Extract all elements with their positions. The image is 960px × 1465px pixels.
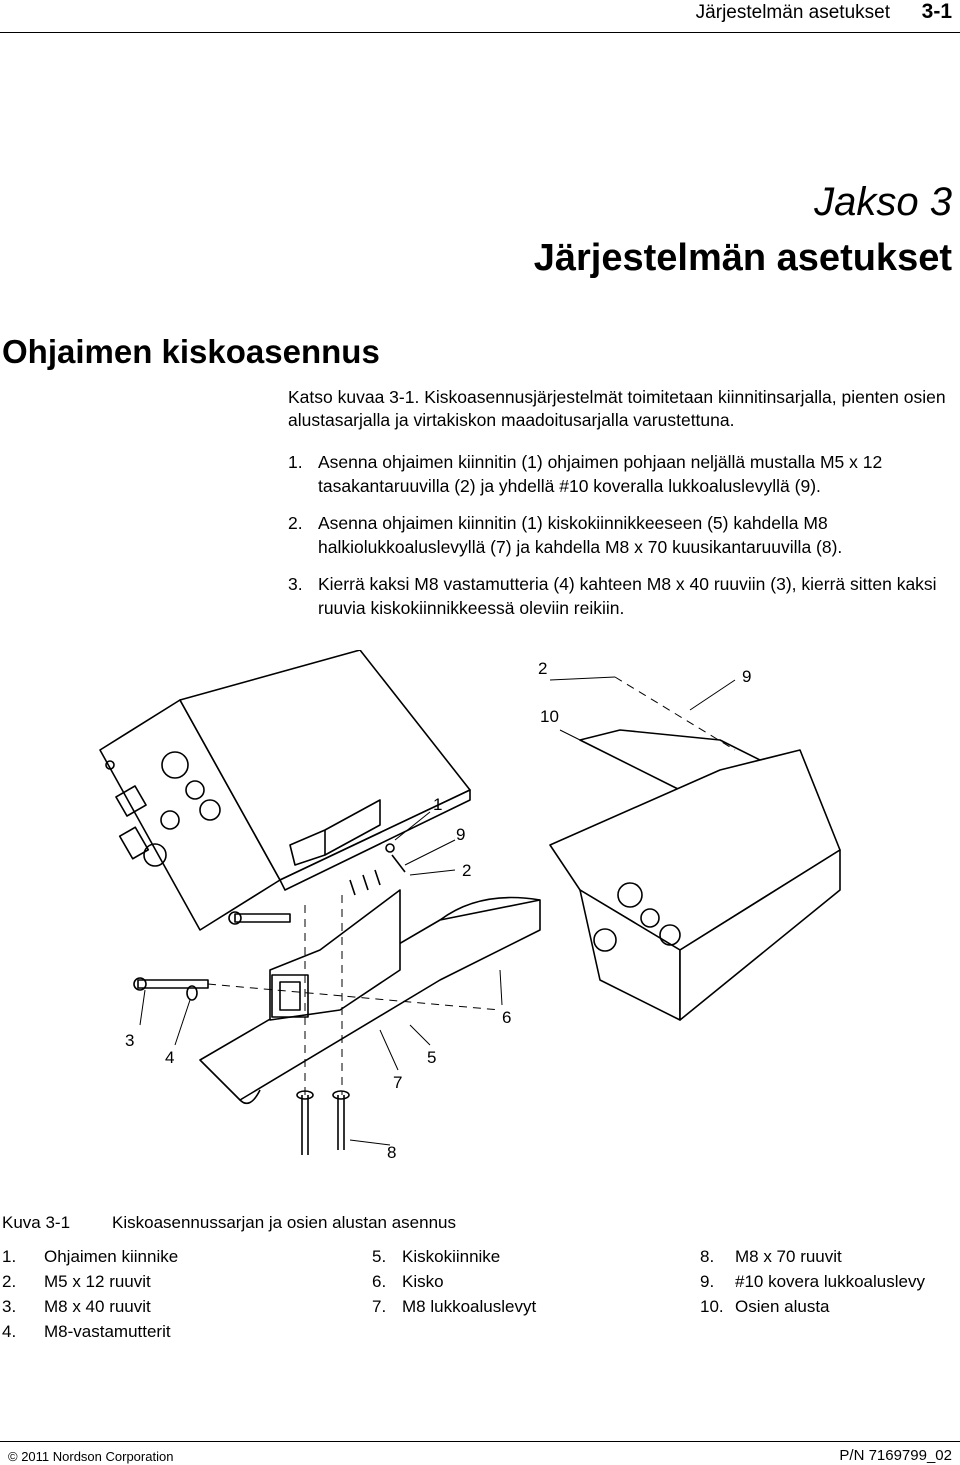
callout-label: 10 — [540, 707, 559, 726]
footer-copyright: © 2011 Nordson Corporation — [8, 1449, 174, 1464]
callout-label: 2 — [538, 659, 548, 678]
step-item — [288, 572, 958, 620]
step-item — [288, 450, 958, 498]
legend-label: Ohjaimen kiinnike — [44, 1247, 179, 1266]
legend-item — [700, 1244, 925, 1269]
step-number: 3. — [288, 574, 303, 594]
chapter-title: Järjestelmän asetukset — [533, 237, 952, 279]
legend-label: #10 kovera lukkoaluslevy — [735, 1272, 925, 1291]
legend-item — [2, 1269, 178, 1294]
section-title: Ohjaimen kiskoasennus — [2, 333, 380, 370]
footer-part-number: P/N 7169799_02 — [839, 1447, 952, 1464]
m8-70-screws — [297, 1091, 349, 1155]
legend-item — [700, 1269, 925, 1294]
legend-number: 9. — [700, 1272, 715, 1291]
legend-column — [700, 1244, 925, 1319]
legend-label: M5 x 12 ruuvit — [44, 1272, 151, 1291]
legend-label: Osien alusta — [735, 1297, 830, 1316]
callout-label: 9 — [742, 667, 752, 686]
legend-label: M8 lukkoaluslevyt — [402, 1297, 537, 1316]
figure-caption-text: Kiskoasennussarjan ja osien alustan asennus — [112, 1213, 457, 1232]
legend-number: 2. — [2, 1272, 17, 1291]
footer-divider — [0, 1441, 960, 1442]
page-number: 3-1 — [921, 0, 952, 23]
step-text: Asenna ohjaimen kiinnitin (1) ohjaimen pohjaan neljällä mustalla M5 x 12 tasakantaruuvilla (2) ja yhdellä #10 koveralla lukkoaluslevyllä (9). — [318, 452, 883, 496]
figure-caption-label: Kuva 3-1 — [2, 1213, 71, 1232]
controller-left — [100, 650, 470, 930]
callout-label: 3 — [125, 1031, 135, 1050]
step-item — [288, 511, 958, 559]
legend-number: 8. — [700, 1247, 715, 1266]
step-number: 1. — [288, 452, 303, 472]
legend-label: Kisko — [402, 1272, 444, 1291]
callout-label: 2 — [462, 861, 472, 880]
legend-item — [2, 1319, 178, 1344]
callout-label: 8 — [387, 1143, 397, 1160]
legend-label: M8 x 70 ruuvit — [735, 1247, 842, 1266]
m8-40-screws — [134, 912, 290, 1000]
header-divider — [0, 32, 960, 33]
step-text: Asenna ohjaimen kiinnitin (1) kiskokiinnikkeeseen (5) kahdella M8 halkiolukkoaluslevyllä (7) ja kahdella M8 x 70 kuusikantaruuvilla (8). — [318, 513, 843, 557]
intro-paragraph: Katso kuvaa 3-1. Kiskoasennusjärjestelmät toimitetaan kiinnitinsarjalla, pienten osien alustasarjalla ja virtakiskon maadoitusarjalla varustettuna. — [288, 387, 946, 430]
chapter-label: Jakso 3 — [814, 180, 952, 224]
legend-number: 4. — [2, 1322, 17, 1341]
legend-item — [372, 1269, 536, 1294]
legend-number: 1. — [2, 1247, 17, 1266]
legend-label: Kiskokiinnike — [402, 1247, 501, 1266]
callout-label: 9 — [456, 825, 466, 844]
legend-number: 7. — [372, 1297, 387, 1316]
rail-mount-assembly-figure — [80, 650, 940, 1160]
legend-column — [2, 1244, 178, 1344]
callout-label: 7 — [393, 1073, 403, 1092]
running-header-title: Järjestelmän asetukset — [695, 2, 890, 23]
legend-item — [2, 1244, 178, 1269]
step-number: 2. — [288, 513, 303, 533]
callout-label: 6 — [502, 1008, 512, 1027]
legend-label: M8 x 40 ruuvit — [44, 1297, 151, 1316]
callout-label: 5 — [427, 1048, 437, 1067]
legend-label: M8-vastamutterit — [44, 1322, 171, 1341]
legend-number: 5. — [372, 1247, 387, 1266]
legend-item — [2, 1294, 178, 1319]
legend-column — [372, 1244, 536, 1319]
legend-number: 6. — [372, 1272, 387, 1291]
legend-number: 3. — [2, 1297, 17, 1316]
step-list — [288, 450, 958, 633]
step-text: Kierrä kaksi M8 vastamutteria (4) kahteen M8 x 40 ruuviin (3), kierrä sitten kaksi ruuvia kiskokiinnikkeessä oleviin reikiin. — [318, 574, 937, 618]
legend-item — [700, 1294, 925, 1319]
legend-item — [372, 1294, 536, 1319]
legend-item — [372, 1244, 536, 1269]
controller-right — [550, 750, 840, 1020]
legend-number: 10. — [700, 1297, 724, 1316]
callout-label: 1 — [433, 795, 443, 814]
callout-label: 4 — [165, 1048, 175, 1067]
